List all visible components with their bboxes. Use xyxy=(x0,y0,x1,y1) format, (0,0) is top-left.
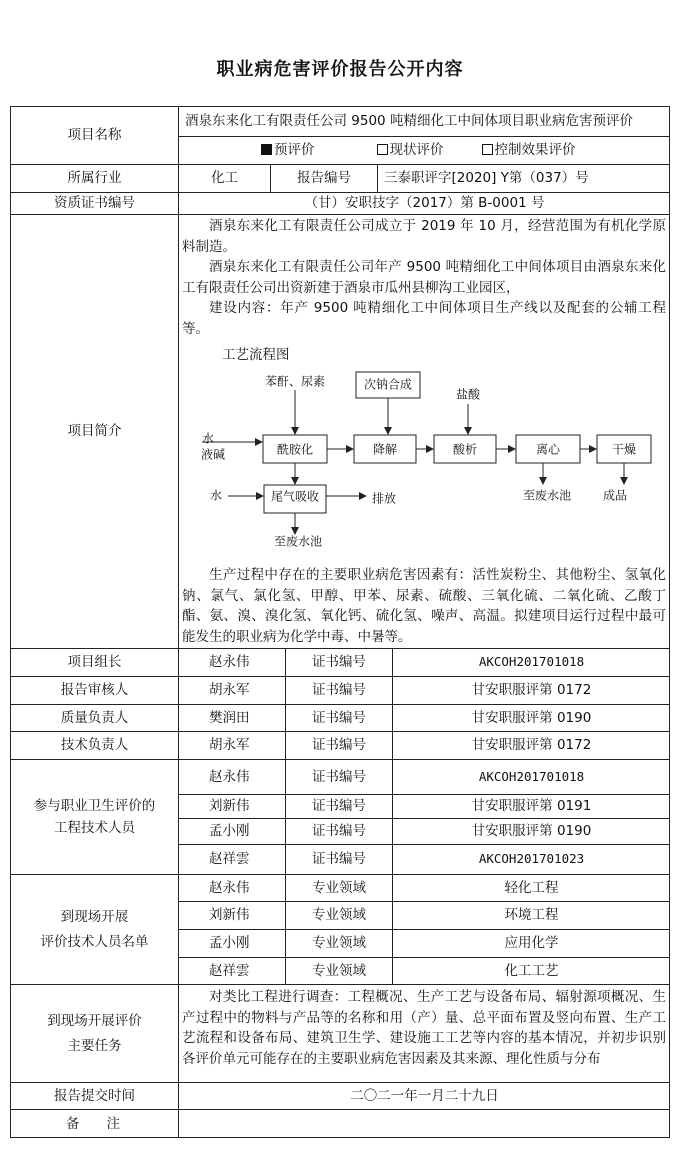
intro-text-bottom xyxy=(182,565,666,647)
flow-input-raw-materials: 苯酐、尿素 xyxy=(264,374,326,389)
onsite-name: 赵祥雲 xyxy=(178,957,285,984)
flow-input-alkali: 液碱 xyxy=(200,447,226,462)
tech-cert: 甘安职服评第 0172 xyxy=(392,731,670,759)
eval-type-current[interactable]: 现状评价 xyxy=(377,141,444,159)
qa-label: 质量负责人 xyxy=(10,704,178,731)
reviewer-name: 胡永军 xyxy=(178,676,285,704)
onsite-label: 到现场开展 评价技术人员名单 xyxy=(10,874,178,984)
engineer-cert-label: 证书编号 xyxy=(285,794,392,818)
qa-cert: 甘安职服评第 0190 xyxy=(392,704,670,731)
intro-label: 项目简介 xyxy=(10,214,178,648)
onsite-field: 轻化工程 xyxy=(392,874,670,901)
flow-label-amidation: 酰胺化 xyxy=(276,442,314,457)
intro-paragraph-1: 酒泉东来化工有限责任公司成立于 2019 年 10 月，经营范围为有机化学原料制造。 xyxy=(182,218,666,255)
tasks-label: 到现场开展评价 主要任务 xyxy=(10,984,178,1082)
engineer-cert-label: 证书编号 xyxy=(285,759,392,794)
flow-chart-title: 工艺流程图 xyxy=(222,347,290,363)
engineer-name: 赵祥雲 xyxy=(178,844,285,874)
onsite-name: 刘新伟 xyxy=(178,901,285,929)
engineer-name: 赵永伟 xyxy=(178,759,285,794)
remark-label: 备 注 xyxy=(10,1109,178,1138)
flow-output-product: 成品 xyxy=(602,488,628,503)
cert-value: （甘）安职技字（2017）第 B-0001 号 xyxy=(178,192,670,214)
page-title: 职业病危害评价报告公开内容 xyxy=(216,59,464,80)
flow-output-wastewater-2: 至废水池 xyxy=(522,488,572,503)
engineer-cert: 甘安职服评第 0191 xyxy=(392,794,670,818)
eval-type-options xyxy=(178,136,670,164)
intro-paragraph-4: 生产过程中存在的主要职业病危害因素有：活性炭粉尘、其他粉尘、氢氧化钠、氯气、氯化氢、甲醇、甲苯、尿素、硫酸、三氧化硫、二氧化硫、乙酸丁酯、氨、溴、溴化氢、氧化钙、硫化氢、噪声、高温。拟建项目运行过程中最可能发生的职业病为化学中毒、中暑等。 xyxy=(182,567,666,645)
onsite-field-label: 专业领域 xyxy=(285,874,392,901)
engineer-name: 刘新伟 xyxy=(178,794,285,818)
onsite-name: 孟小刚 xyxy=(178,929,285,957)
qa-cert-label: 证书编号 xyxy=(285,704,392,731)
intro-text-top xyxy=(182,216,666,339)
tech-name: 胡永军 xyxy=(178,731,285,759)
project-name-value: 酒泉东来化工有限责任公司 9500 吨精细化工中间体项目职业病危害预评价 xyxy=(178,106,670,136)
onsite-field: 化工工艺 xyxy=(392,957,670,984)
leader-cert-label: 证书编号 xyxy=(285,648,392,676)
report-no-label: 报告编号 xyxy=(270,164,377,192)
process-flow-diagram xyxy=(178,362,670,562)
onsite-name: 赵永伟 xyxy=(178,874,285,901)
flow-input-water-2: 水 xyxy=(209,488,223,503)
checkbox-checked-icon xyxy=(261,144,272,155)
engineer-name: 孟小刚 xyxy=(178,818,285,844)
intro-paragraph-2: 酒泉东来化工有限责任公司年产 9500 吨精细化工中间体项目由酒泉东来化工有限责任公司出资新建于酒泉市瓜州县柳沟工业园区， xyxy=(182,259,666,296)
onsite-field-label: 专业领域 xyxy=(285,901,392,929)
industry-label: 所属行业 xyxy=(10,164,178,192)
leader-cert: AKCOH201701018 xyxy=(392,648,670,676)
checkbox-empty-icon xyxy=(377,144,388,155)
engineer-cert: AKCOH201701023 xyxy=(392,844,670,874)
flow-label-degradation: 降解 xyxy=(372,442,398,457)
reviewer-cert-label: 证书编号 xyxy=(285,676,392,704)
report-no-value: 三泰职评字[2020] Y第（037）号 xyxy=(377,164,670,192)
engineers-label: 参与职业卫生评价的 工程技术人员 xyxy=(10,759,178,874)
engineer-cert-label: 证书编号 xyxy=(285,818,392,844)
onsite-field: 环境工程 xyxy=(392,901,670,929)
flow-output-discharge: 排放 xyxy=(371,491,397,506)
cert-label: 资质证书编号 xyxy=(10,192,178,214)
flow-input-water: 水 xyxy=(201,431,215,446)
submit-label: 报告提交时间 xyxy=(10,1082,178,1109)
flow-label-hypochlorite: 次钠合成 xyxy=(363,377,413,392)
remark-value xyxy=(178,1109,670,1138)
engineer-cert: 甘安职服评第 0190 xyxy=(392,818,670,844)
project-name-label: 项目名称 xyxy=(10,106,178,164)
industry-value: 化工 xyxy=(178,164,270,192)
eval-type-control[interactable]: 控制效果评价 xyxy=(482,141,576,159)
engineer-cert: AKCOH201701018 xyxy=(392,759,670,794)
leader-label: 项目组长 xyxy=(10,648,178,676)
tasks-text: 对类比工程进行调查：工程概况、生产工艺与设备布局、辐射源项概况、生产过程中的物料与产品等的名称和用（产）量、总平面布置及竖向布置、生产工艺流程和设备布局、建筑卫生学、建设施工工艺等内容的基本情况，并初步识别各评价单元可能存在的主要职业病危害因素及其来源、理化性质与分布 xyxy=(182,989,666,1067)
flow-input-hydrochloric-acid: 盐酸 xyxy=(455,387,481,402)
intro-paragraph-3: 建设内容：年产 9500 吨精细化工中间体项目生产线以及配套的公辅工程等。 xyxy=(182,300,666,337)
eval-type-pre[interactable]: 预评价 xyxy=(261,141,315,159)
flow-label-drying: 干燥 xyxy=(611,442,637,457)
checkbox-empty-icon xyxy=(482,144,493,155)
flow-output-wastewater-1: 至废水池 xyxy=(273,534,323,549)
reviewer-cert: 甘安职服评第 0172 xyxy=(392,676,670,704)
flow-label-acidification: 酸析 xyxy=(452,442,478,457)
onsite-field-label: 专业领域 xyxy=(285,929,392,957)
flow-label-tail-gas: 尾气吸收 xyxy=(270,489,320,504)
qa-name: 樊润田 xyxy=(178,704,285,731)
onsite-field-label: 专业领域 xyxy=(285,957,392,984)
onsite-field: 应用化学 xyxy=(392,929,670,957)
reviewer-label: 报告审核人 xyxy=(10,676,178,704)
tech-label: 技术负责人 xyxy=(10,731,178,759)
leader-name: 赵永伟 xyxy=(178,648,285,676)
flow-label-centrifuge: 离心 xyxy=(535,442,561,457)
tech-cert-label: 证书编号 xyxy=(285,731,392,759)
engineer-cert-label: 证书编号 xyxy=(285,844,392,874)
submit-date: 二〇二一年一月二十九日 xyxy=(178,1082,670,1109)
